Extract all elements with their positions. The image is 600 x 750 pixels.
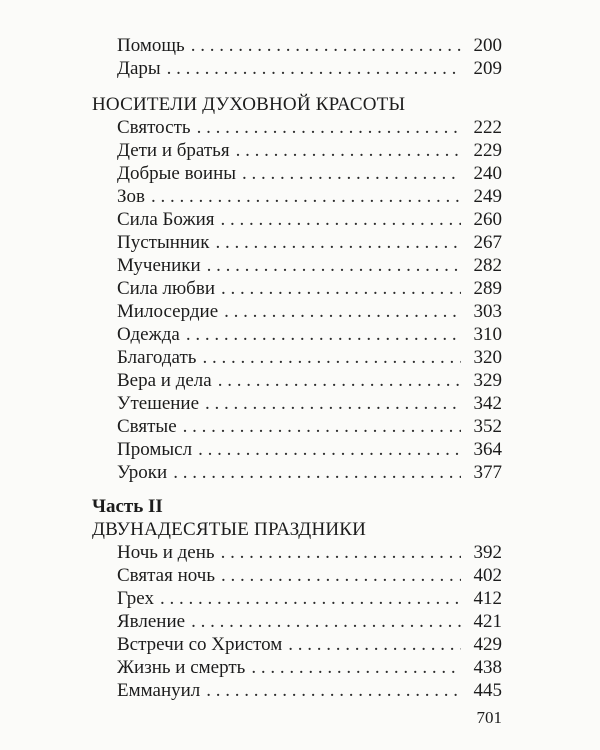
dot-leader <box>220 208 461 232</box>
toc-entry-title: Вера и дела <box>117 370 212 391</box>
part-heading: Часть II <box>92 496 163 517</box>
dot-leader <box>288 633 461 657</box>
toc-entry-page: 289 <box>473 278 502 299</box>
dot-leader <box>218 369 461 393</box>
toc-entry-title: Уроки <box>117 462 168 483</box>
dot-leader <box>160 587 461 611</box>
toc-entry <box>117 656 502 680</box>
dot-leader <box>242 162 461 186</box>
toc-entry-title: Добрые воины <box>117 163 237 184</box>
toc-entry <box>117 438 502 462</box>
toc-entry <box>117 185 502 209</box>
toc-entry-page: 421 <box>473 611 502 632</box>
toc-entry <box>117 679 502 703</box>
toc-entry-page: 249 <box>473 186 502 207</box>
dot-leader <box>206 679 461 703</box>
toc-entry-title: Помощь <box>117 35 185 56</box>
toc-entry <box>117 34 502 58</box>
toc-entry-page: 342 <box>473 393 502 414</box>
toc-entry-page: 329 <box>473 370 502 391</box>
dot-leader <box>186 323 461 347</box>
toc-entry-title: Явление <box>117 611 186 632</box>
toc-entry-title: Ночь и день <box>117 542 215 563</box>
toc-entry <box>117 139 502 163</box>
toc-entry-title: Сила Божия <box>117 209 215 230</box>
toc-entry-title: Милосердие <box>117 301 219 322</box>
dot-leader <box>221 277 461 301</box>
toc-entry-page: 412 <box>473 588 502 609</box>
toc-entry-title: Мученики <box>117 255 201 276</box>
toc-entry-title: Святые <box>117 416 177 437</box>
toc-entry <box>117 346 502 370</box>
toc-entry-title: Благодать <box>117 347 197 368</box>
toc-entry-title: Промысл <box>117 439 193 460</box>
toc-entry-title: Сила любви <box>117 278 215 299</box>
toc-entry-title: Дети и братья <box>117 140 230 161</box>
toc-entry-page: 377 <box>473 462 502 483</box>
toc-entry <box>117 541 502 565</box>
toc-entry <box>117 369 502 393</box>
toc-entry <box>117 300 502 324</box>
toc-entry <box>117 392 502 416</box>
toc-entry <box>117 610 502 634</box>
toc-entry <box>117 633 502 657</box>
toc-entry <box>117 277 502 301</box>
dot-leader <box>236 139 461 163</box>
toc-entry-page: 402 <box>473 565 502 586</box>
toc-entry-title: Грех <box>117 588 154 609</box>
dot-leader <box>221 541 461 565</box>
toc-entry <box>117 116 502 140</box>
toc-entry <box>117 461 502 485</box>
toc-entry-page: 267 <box>473 232 502 253</box>
toc-entry-page: 240 <box>473 163 502 184</box>
dot-leader <box>173 461 461 485</box>
dot-leader <box>198 438 461 462</box>
toc-entry-page: 438 <box>473 657 502 678</box>
dot-leader <box>197 116 461 140</box>
toc-entry-title: Святость <box>117 117 191 138</box>
dot-leader <box>191 34 461 58</box>
toc-entry-page: 364 <box>473 439 502 460</box>
toc-entry-page: 352 <box>473 416 502 437</box>
toc-entry <box>117 323 502 347</box>
dot-leader <box>215 231 461 255</box>
dot-leader <box>183 415 461 439</box>
dot-leader <box>202 346 461 370</box>
toc-entry-title: Пустынник <box>117 232 210 253</box>
toc-entry <box>117 231 502 255</box>
page-number: 701 <box>476 708 502 727</box>
toc-entry-page: 303 <box>473 301 502 322</box>
toc-entry-page: 200 <box>473 35 502 56</box>
toc-entry-page: 392 <box>473 542 502 563</box>
dot-leader <box>224 300 461 324</box>
toc-entry-title: Утешение <box>117 393 200 414</box>
dot-leader <box>191 610 461 634</box>
toc-entry-title: Еммануил <box>117 680 201 701</box>
toc-entry-page: 229 <box>473 140 502 161</box>
section-heading: ДВУНАДЕСЯТЫЕ ПРАЗДНИКИ <box>92 519 367 540</box>
toc-entry-title: Дары <box>117 58 161 79</box>
dot-leader <box>251 656 461 680</box>
toc-entry-page: 209 <box>473 58 502 79</box>
toc-entry-page: 310 <box>473 324 502 345</box>
toc-entry-page: 222 <box>473 117 502 138</box>
toc-entry-page: 282 <box>473 255 502 276</box>
toc-entry <box>117 208 502 232</box>
dot-leader <box>167 57 461 81</box>
toc-entry-title: Святая ночь <box>117 565 215 586</box>
dot-leader <box>221 564 461 588</box>
toc-entry-title: Встречи со Христом <box>117 634 283 655</box>
toc-entry <box>117 564 502 588</box>
toc-entry <box>117 587 502 611</box>
toc-entry-title: Жизнь и смерть <box>117 657 246 678</box>
dot-leader <box>205 392 461 416</box>
dot-leader <box>207 254 461 278</box>
toc-entry <box>117 57 502 81</box>
section-heading: НОСИТЕЛИ ДУХОВНОЙ КРАСОТЫ <box>92 94 406 115</box>
toc-entry-page: 320 <box>473 347 502 368</box>
toc-entry-page: 260 <box>473 209 502 230</box>
dot-leader <box>151 185 461 209</box>
toc-entry <box>117 254 502 278</box>
toc-entry <box>117 415 502 439</box>
toc-entry-title: Одежда <box>117 324 180 345</box>
toc-entry <box>117 162 502 186</box>
toc-entry-title: Зов <box>117 186 145 207</box>
toc-entry-page: 445 <box>473 680 502 701</box>
toc-entry-page: 429 <box>473 634 502 655</box>
